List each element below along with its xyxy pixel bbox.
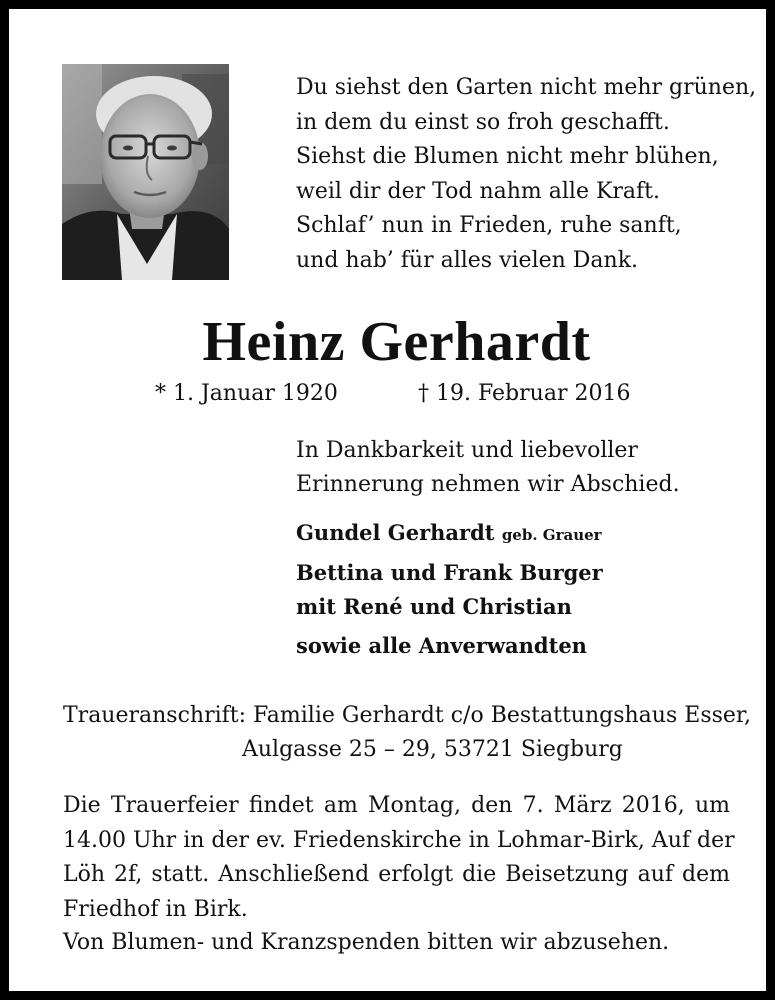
deceased-name: Heinz Gerhardt [202, 311, 591, 373]
address-line-2: Aulgasse 25 – 29, 53721 Siegburg [242, 737, 623, 762]
poem-line: Siehst die Blumen nicht mehr blühen, [296, 144, 719, 170]
spouse-name: Gundel Gerhardt [296, 520, 495, 545]
poem-line: und hab’ für alles vielen Dank. [296, 247, 639, 273]
poem-line: weil dir der Tod nahm alle Kraft. [296, 178, 660, 204]
birth-date: * 1. Januar 1920 [155, 381, 338, 406]
service-line: Die Trauerfeier findet am Montag, den 7. März 2016, um [63, 793, 730, 818]
service-line: Löh 2f, statt. Anschließend erfolgt die Beisetzung auf dem [63, 862, 730, 887]
service-line: Friedhof in Birk. [63, 896, 248, 922]
closing-note: Von Blumen- und Kranzspenden bitten wir abzusehen. [63, 930, 670, 955]
service-line: 14.00 Uhr in der ev. Friedenskirche in Lohmar-Birk, Auf der [63, 827, 735, 853]
portrait-photo [62, 64, 229, 280]
memorial-poem [296, 71, 756, 279]
service-info [63, 789, 735, 927]
address-line-1: Traueranschrift: Familie Gerhardt c/o Bestattungshaus Esser, [63, 703, 752, 728]
spouse-maiden-name: geb. Grauer [501, 526, 602, 544]
mourner-spouse [296, 516, 602, 552]
portrait-image [62, 64, 229, 280]
tribute-line: Erinnerung nehmen wir Abschied. [296, 472, 680, 497]
poem-line: Du siehst den Garten nicht mehr grünen, [296, 75, 757, 100]
mourner-relatives: sowie alle Anverwandten [296, 633, 587, 658]
mourner-line: Bettina und Frank Burger [296, 560, 603, 585]
tribute-line: In Dankbarkeit und liebevoller [296, 438, 638, 463]
death-date: † 19. Februar 2016 [418, 381, 631, 406]
poem-line: in dem du einst so froh geschafft. [296, 109, 670, 135]
mourner-line: mit René und Christian [296, 594, 572, 619]
tribute-text [296, 434, 680, 502]
mourner-children [296, 556, 603, 624]
poem-line: Schlaf’ nun in Frieden, ruhe sanft, [296, 213, 682, 239]
